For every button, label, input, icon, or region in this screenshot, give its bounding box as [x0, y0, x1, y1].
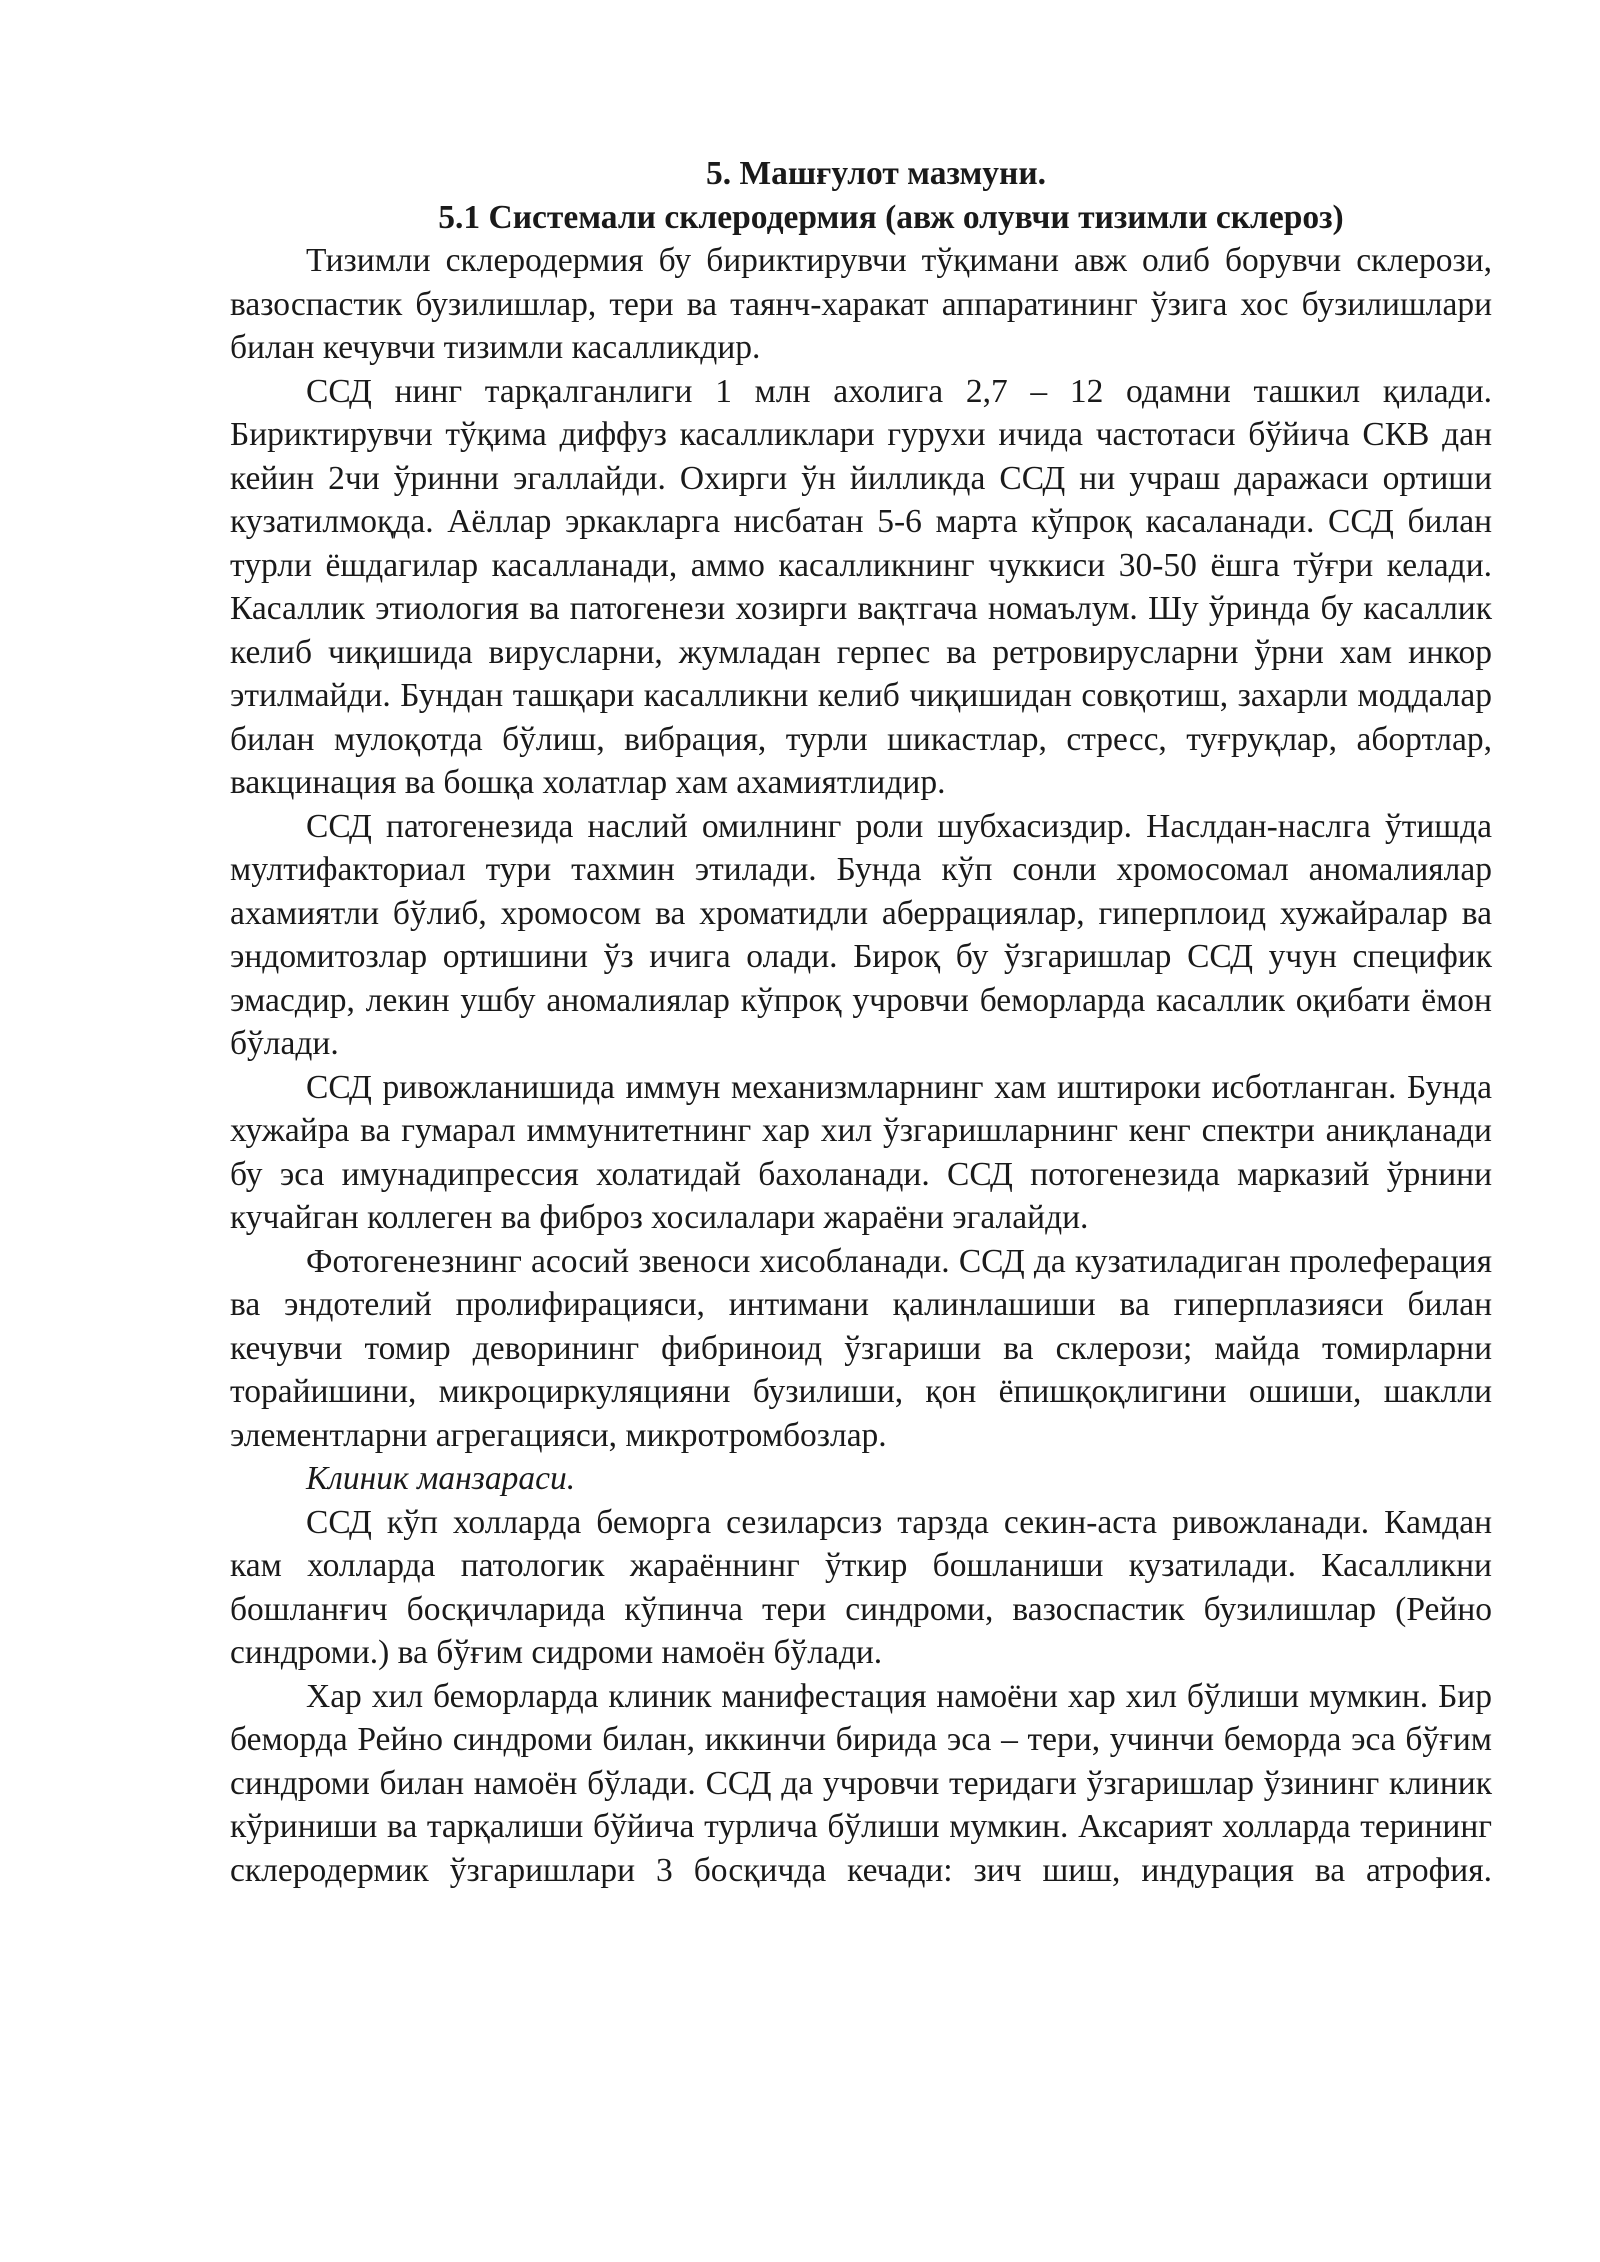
- document-body: [230, 152, 1492, 1892]
- section-heading: 5.1 Системали склеродермия (авж олувчи тизимли склероз): [438, 198, 1344, 236]
- paragraph-manifestation: Хар хил беморларда клиник манифестация намоёни хар хил бўлиши мумкин. Бир беморда Рейно синдроми билан, иккинчи бирида эса – тери, учинчи беморда эса бўғим синдроми билан намоён бўлади. ССД да учровчи теридаги ўзгаришлар ўзининг клиник кўриниши ва тарқалиши бўйича турлича бўлиши мумкин. Аксарият холларда терининг склеродермик ўзгаришлари 3 босқичда кечади: зич шиш, индурация ва атрофия.: [230, 1677, 1492, 1889]
- paragraph-pathogenesis-heredity: ССД патогенезида наслий омилнинг роли шубхасиздир. Наслдан-наслга ўтишда мултифакториал тури тахмин этилади. Бунда кўп сонли хромосомал аномалиялар ахамиятли бўлиб, хромосом ва хроматидли аберрациялар, гиперплоид хужайралар ва эндомитозлар ортишини ўз ичига олади. Бироқ бу ўзгаришлар ССД учун специфик эмасдир, лекин ушбу аномалиялар кўпроқ учровчи беморларда касаллик оқибати ёмон бўлади.: [230, 807, 1492, 1062]
- paragraph-definition: Тизимли склеродермия бу бириктирувчи тўқимани авж олиб борувчи склерози, вазоспастик бузилишлар, тери ва таянч-харакат аппаратининг ўзига хос бузилишлари билан кечувчи тизимли касалликдир.: [230, 242, 1492, 366]
- clinical-picture-heading: Клиник манзараси.: [306, 1460, 576, 1497]
- paragraph-pathogenesis-vascular: Фотогенезнинг асосий звеноси хисобланади. ССД да кузатиладиган пролеферация ва эндотелий пролифирацияси, интимани қалинлашиши ва гиперплазияси билан кечувчи томир деворининг фибриноид ўзгариши ва склерози; майда томирларни торайишини, микроциркуляцияни бузилиши, қон ёпишқоқлигини ошиши, шаклли элементларни агрегацияси, микротромбозлар.: [230, 1242, 1492, 1454]
- paragraph-epidemiology: ССД нинг тарқалганлиги 1 млн ахолига 2,7 – 12 одамни ташкил қилади. Бириктирувчи тўқима диффуз касалликлари гурухи ичида частотаси бўйича СКВ дан кейин 2чи ўринни эгаллайди. Охирги ўн йилликда ССД ни учраш даражаси ортиши кузатилмоқда. Аёллар эркакларга нисбатан 5-6 марта кўпроқ касаланади. ССД билан турли ёшдагилар касалланади, аммо касалликнинг чуккиси 30-50 ёшга тўғри келади. Касаллик этиология ва патогенези хозирги вақтгача номаълум. Шу ўринда бу касаллик келиб чиқишида вирусларни, жумладан герпес ва ретровирусларни ўрни хам инкор этилмайди. Бундан ташқари касалликни келиб чиқишидан совқотиш, захарли моддалар билан мулоқотда бўлиш, вибрация, турли шикастлар, стресс, туғруқлар, абортлар, вакцинация ва бошқа холатлар хам ахамиятлидир.: [230, 372, 1492, 801]
- page-title: 5. Машғулот мазмуни.: [705, 155, 1047, 192]
- paragraph-onset: ССД кўп холларда беморга сезиларсиз тарзда секин-аста ривожланади. Камдан кам холларда патологик жараённинг ўткир бошланиши кузатилади. Касалликни бошланғич босқичларида кўпинча тери синдроми, вазоспастик бузилишлар (Рейно синдроми.) ва бўғим сидроми намоён бўлади.: [230, 1503, 1492, 1671]
- paragraph-pathogenesis-immune: ССД ривожланишида иммун механизмларнинг хам иштироки исботланган. Бунда хужайра ва гумарал иммунитетнинг хар хил ўзгаришларнинг кенг спектри аниқланади бу эса имунадипрессия холатидай бахоланади. ССД потогенезида марказий ўрнини кучайган коллеген ва фиброз хосилалари жараёни эгалайди.: [230, 1068, 1492, 1236]
